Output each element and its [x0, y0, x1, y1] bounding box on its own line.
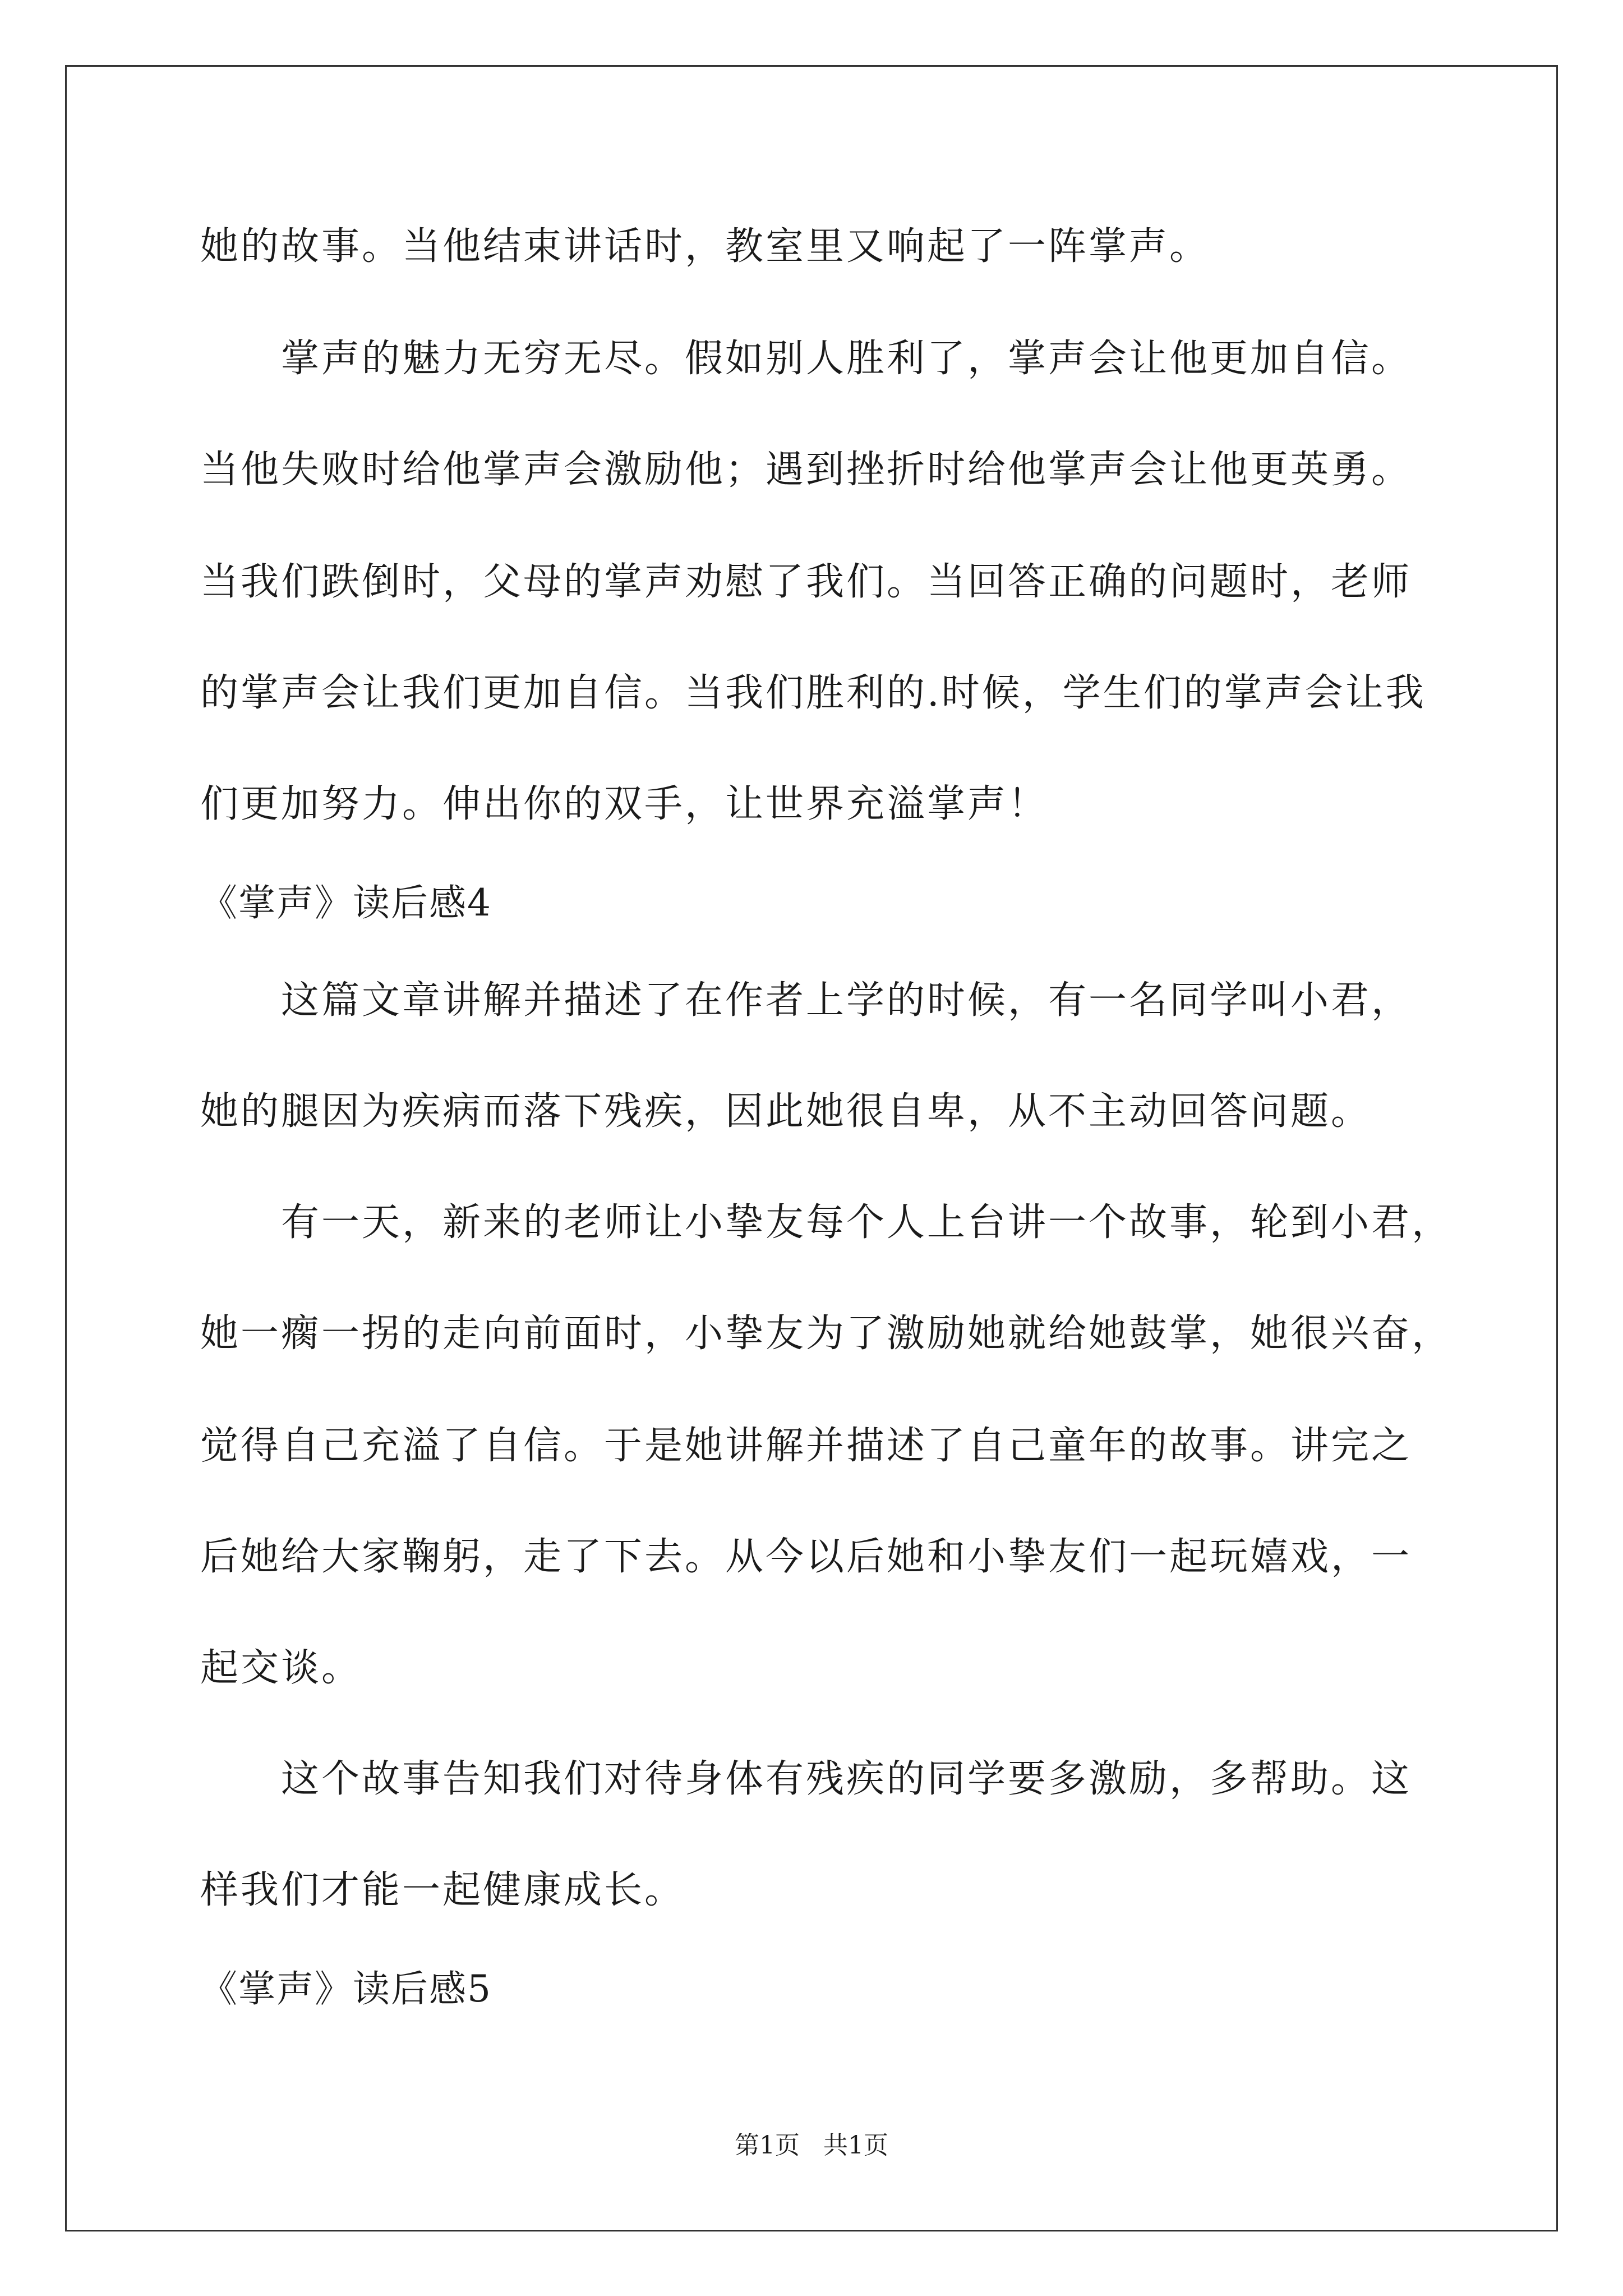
text-line: 这篇文章讲解并描述了在作者上学的时候，有一名同学叫小君，	[200, 978, 1412, 1023]
section-heading: 《掌声》读后感4	[200, 881, 492, 924]
text-line: 的掌声会让我们更加自信。当我们胜利的.时候，学生们的掌声会让我	[200, 671, 1426, 715]
text-line: 样我们才能一起健康成长。	[200, 1868, 685, 1912]
text-line: 起交谈。	[200, 1646, 362, 1690]
text-line: 当我们跌倒时，父母的掌声劝慰了我们。当回答正确的问题时，老师	[200, 560, 1412, 604]
page-footer	[0, 2129, 1623, 2162]
text-line: 掌声的魅力无穷无尽。假如别人胜利了，掌声会让他更加自信。	[200, 337, 1412, 381]
text-line: 当他失败时给他掌声会激励他；遇到挫折时给他掌声会让他更英勇。	[200, 448, 1412, 492]
text-line: 觉得自己充溢了自信。于是她讲解并描述了自己童年的故事。讲完之	[200, 1424, 1412, 1468]
text-line: 这个故事告知我们对待身体有残疾的同学要多激励，多帮助。这	[200, 1757, 1412, 1801]
page-total: 共1页	[823, 2131, 888, 2160]
text-line: 她的腿因为疾病而落下残疾，因此她很自卑，从不主动回答问题。	[200, 1089, 1372, 1134]
text-line: 后她给大家鞠躬，走了下去。从今以后她和小挚友们一起玩嬉戏，一	[200, 1535, 1412, 1579]
page-number: 第1页	[735, 2131, 800, 2160]
section-heading: 《掌声》读后感5	[200, 1967, 492, 2010]
text-line: 有一天，新来的老师让小挚友每个人上台讲一个故事，轮到小君，	[200, 1200, 1453, 1245]
text-line: 她一瘸一拐的走向前面时，小挚友为了激励她就给她鼓掌，她很兴奋，	[200, 1312, 1453, 1356]
text-line: 她的故事。当他结束讲话时，教室里又响起了一阵掌声。	[200, 224, 1210, 269]
text-line: 们更加努力。伸出你的双手，让世界充溢掌声！	[200, 782, 1049, 826]
